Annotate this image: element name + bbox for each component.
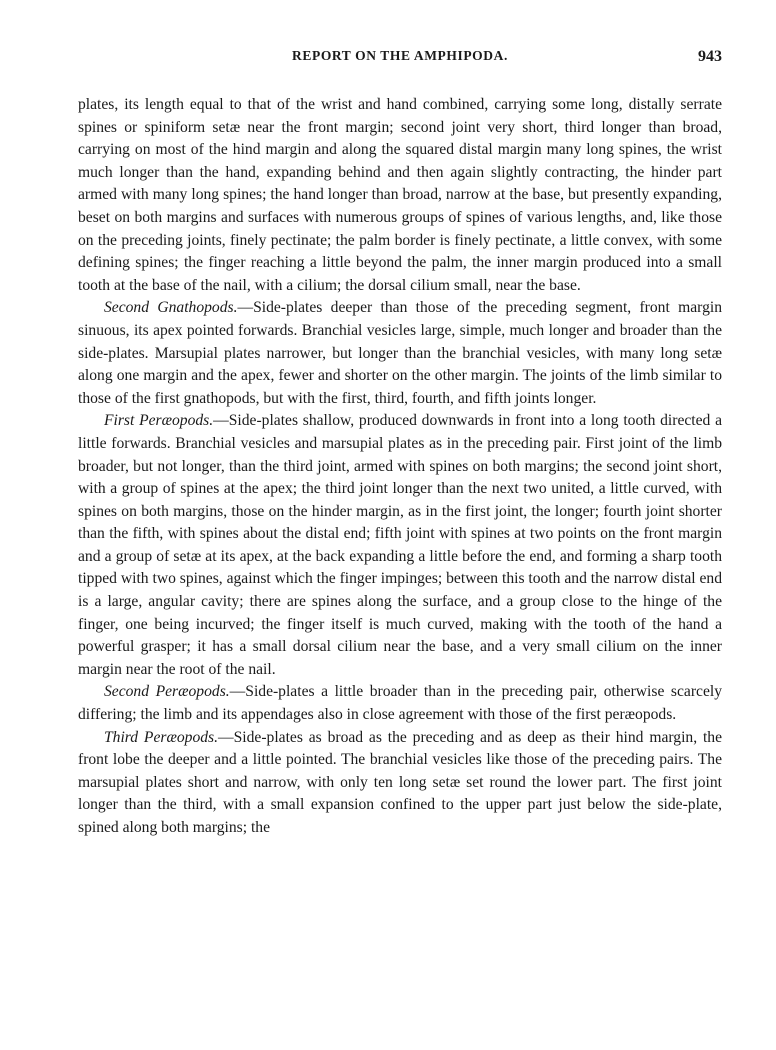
paragraph-second-gnathopods <box>78 297 722 410</box>
paragraph-text: —Side-plates shallow, produced downwards in front into a long tooth directed a little forwards. Branchial vesicles and marsupial plates as in the preceding pair. First joint of the limb broader, but not longer, than the third joint, armed with spines on both margins; the second joint short, with a group of spines at the apex; the third joint longer than the next two united, a little curved, with spines on both margins, those on the hinder margin, as in the first joint, the longer; fourth joint shorter than the fifth, with spines about the distal end; fifth joint with spines at two points on the front margin and a group of setæ at its apex, at the back expanding a little before the end, and forming a sharp tooth tipped with two spines, against which the finger impinges; between this tooth and the narrow distal end is a large, angular cavity; there are spines along the surface, and a group close to the hinge of the finger, one being incurved; the finger itself is much curved, making with the tooth of the hand a powerful grasper; it has a small dorsal cilium near the base, and a very small cilium on the inner margin near the root of the nail. <box>78 412 723 678</box>
document-page <box>78 48 722 840</box>
paragraph-text: —Side-plates as broad as the preceding and as deep as their hind margin, the front lobe the deeper and a little pointed. The branchial vesicles like those of the preceding pairs. The marsupial plates short and narrow, with only ten long setæ set round the lower part. The first joint longer than the third, with a small expansion confined to the upper part just below the side-plate, spined along both margins; the <box>78 728 723 836</box>
paragraph-text: plates, its length equal to that of the wrist and hand combined, carrying some long, distally serrate spines or spiniform setæ near the front margin; second joint very short, third longer than broad, carrying on most of the hind margin and along the squared distal margin many long spines, the wrist much longer than the hand, expanding behind and then again slightly contracting, the hinder part armed with many long spines; the hand longer than broad, narrow at the base, but presently expanding, beset on both margins and surfaces with numerous groups of spines of various lengths, and, like those on the preceding joints, finely pectinate; the palm border is finely pectinate, a little convex, with some defining spines; the finger reaching a little beyond the palm, the inner margin produced into a small tooth at the base of the nail, with a cilium; the dorsal cilium small, near the base. <box>78 96 722 294</box>
paragraph-text: —Side-plates deeper than those of the preceding segment, front margin sinuous, its apex pointed forwards. Branchial vesicles large, simple, much longer and broader than the side-plates. Marsupial plates narrower, but longer than the branchial vesicles, with many long setæ along one margin and the apex, fewer and shorter on the other margin. The joints of the limb similar to those of the first gnathopods, but with the first, third, fourth, and fifth joints longer. <box>78 299 722 407</box>
section-heading: First Peræopods. <box>104 412 214 430</box>
paragraph-third-peraeopods <box>78 727 722 840</box>
running-title: REPORT ON THE AMPHIPODA. <box>292 48 508 63</box>
running-header <box>78 48 722 72</box>
section-heading: Third Peræopods. <box>104 728 219 746</box>
paragraph-second-peraeopods <box>78 681 722 726</box>
page-number: 943 <box>698 48 722 65</box>
section-heading: Second Gnathopods. <box>104 299 238 317</box>
body-text <box>78 94 722 840</box>
paragraph-continuation <box>78 94 722 297</box>
paragraph-first-peraeopods <box>78 410 722 681</box>
paragraph-text: —Side-plates a little broader than in the preceding pair, otherwise scarcely differing; the limb and its appendages also in close agreement with those of the first peræopods. <box>78 683 723 724</box>
section-heading: Second Peræopods. <box>104 683 230 701</box>
